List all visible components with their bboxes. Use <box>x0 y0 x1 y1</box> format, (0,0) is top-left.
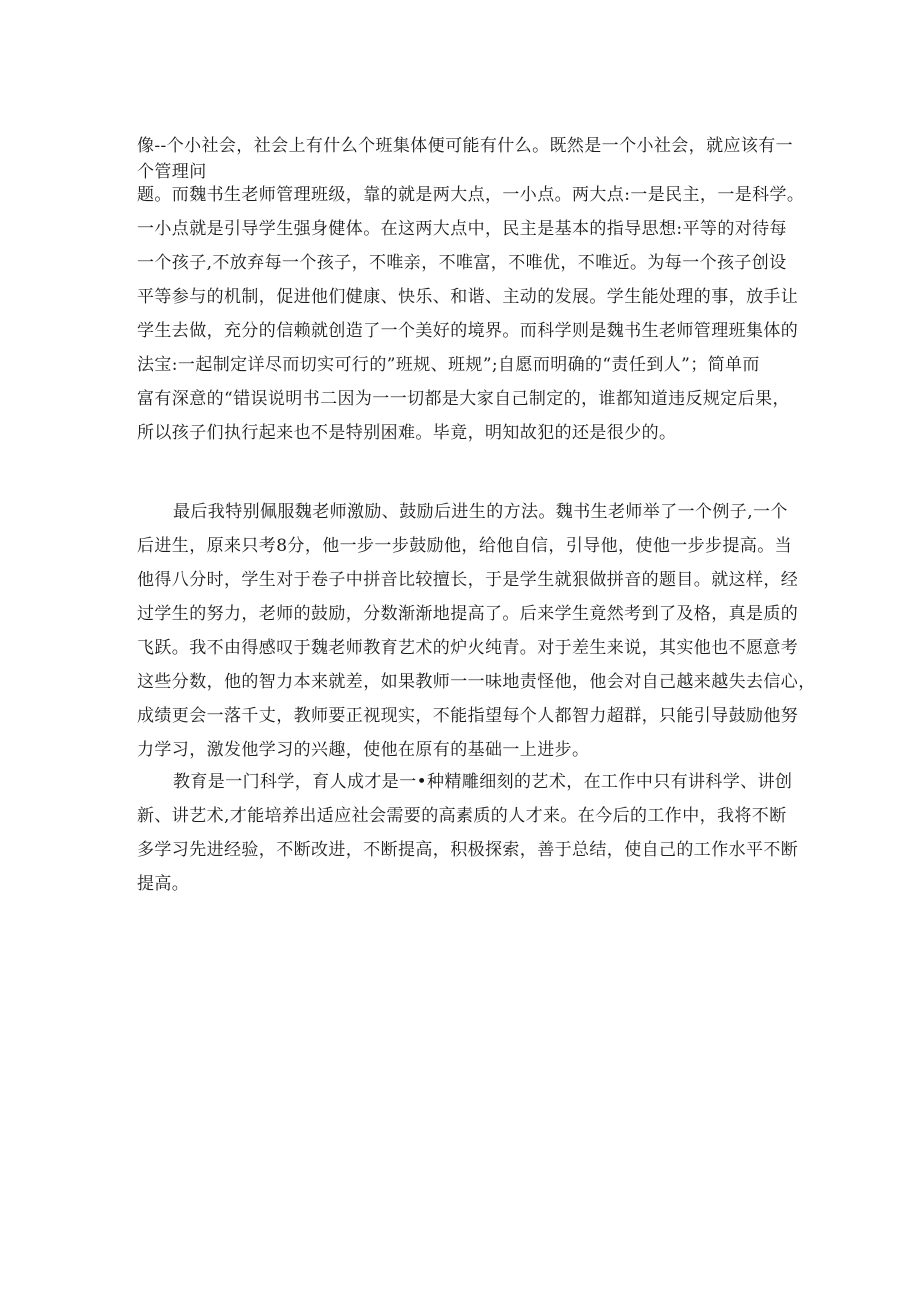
text-line: 成绩更会一落千丈，教师要正视现实，不能指望每个人都智力超群，只能引导鼓励他努 <box>137 706 799 726</box>
text-line: 力学习，激发他学习的兴趣，使他在原有的基础一上进步。 <box>137 740 590 760</box>
text-line: 学生去做，充分的信赖就创造了一个美好的境界。而科学则是魏书生老师管理班集体的 <box>137 321 799 341</box>
text-line: 他得八分时，学生对于卷子中拼音比较擅长，于是学生就狠做拼音的题目。就这样，经 <box>137 570 799 590</box>
text-line: 这些分数，他的智力本来就差，如果教师一一味地责怪他，他会对自己越来越失去信心， <box>137 672 816 692</box>
text-line: 法宝:一起制定详尽而切实可行的”班规、班规”;自愿而明确的“责任到人”；简单而 <box>137 355 760 375</box>
paragraph-1 <box>137 178 805 450</box>
paragraph-2 <box>137 495 816 767</box>
text-line: 教育是一门科学，育人成才是一•种精雕细刻的艺术，在工作中只有讲科学、讲创 <box>173 772 793 792</box>
text-line: 平等参与的机制，促进他们健康、快乐、和谐、主动的发展。学生能处理的事，放手让 <box>137 287 799 307</box>
text-line: 提高。 <box>137 874 190 894</box>
text-line: 多学习先进经验，不断改进，不断提高，积极探索，善于总结，使自己的工作水平不断 <box>137 840 799 860</box>
text-line: 最后我特别佩服魏老师激励、鼓励后进生的方法。魏书生老师举了一个例子,一个 <box>173 502 788 522</box>
text-line: 题。而魏书生老师管理班级，靠的就是两大点，一小点。两大点:一是民主，一是科学。 <box>137 185 805 205</box>
text-line: 富有深意的“错误说明书二因为一一切都是大家自己制定的，谁都知道违反规定后果， <box>137 389 790 409</box>
text-line: 个管理问 <box>137 162 207 182</box>
text-line: 所以孩子们执行起来也不是特别困难。毕竟，明知故犯的还是很少的。 <box>137 423 677 443</box>
text-line: 过学生的努力，老师的鼓励，分数渐渐地提高了。后来学生竟然考到了及格，真是质的 <box>137 604 799 624</box>
text-line: 飞跃。我不由得感叹于魏老师教育艺术的炉火纯青。对于差生来说，其实他也不愿意考 <box>137 638 799 658</box>
text-line: 新、讲艺术,才能培养出适应社会需要的高素质的人才来。在今后的工作中，我将不断 <box>137 806 787 826</box>
text-line: 后进生，原来只考8分，他一步一步鼓励他，给他自信，引导他，使他一步步提高。当 <box>137 536 793 556</box>
text-line: 一个孩子,不放弃每一个孩子，不唯亲，不唯富，不唯优，不唯近。为每一个孩子创设 <box>137 253 787 273</box>
paragraph-3 <box>137 765 799 901</box>
text-line: 像--个小社会，社会上有什么个班集体便可能有什么。既然是一个小社会，就应该有一 <box>137 136 794 156</box>
text-line: 一小点就是引导学生强身健体。在这两大点中，民主是基本的指导思想:平等的对待每 <box>137 219 787 239</box>
